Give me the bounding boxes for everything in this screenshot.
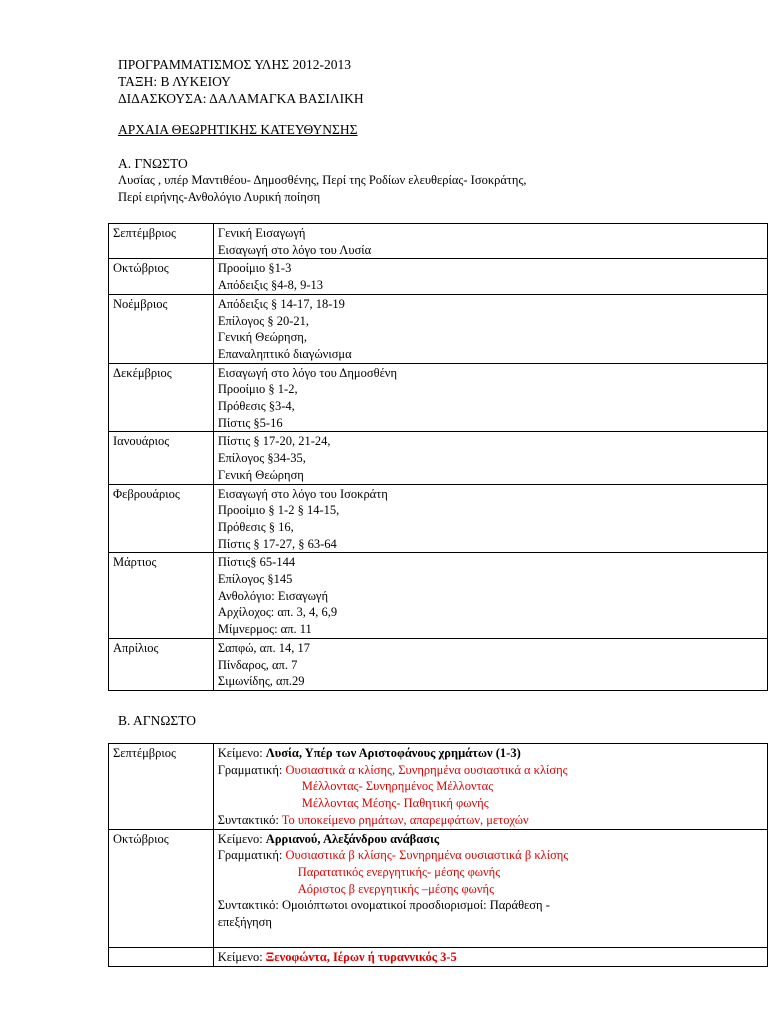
topic-line: Επίλογος §34-35, [217, 451, 306, 466]
table-row [109, 432, 768, 484]
month-cell: Μάρτιος [109, 553, 214, 639]
topic-line: Ανθολόγιο: Εισαγωγή [217, 588, 328, 603]
text-line [218, 745, 763, 762]
section-a-intro [118, 172, 527, 206]
content-cell [213, 553, 767, 639]
topic-line: Γενική Θεώρηση, [217, 330, 307, 345]
month-cell: Δεκέμβριος [109, 363, 214, 432]
topic-line: Πίστις§ 65-144 [217, 555, 296, 570]
grammar-topic: Παρατατικός ενεργητικής- μέσης φωνής [297, 864, 501, 879]
topic-line: Εισαγωγή στο λόγο του Δημοσθένη [217, 365, 398, 380]
text-line [218, 897, 763, 914]
topic-line: Εισαγωγή στο λόγο του Λυσία [217, 242, 372, 257]
topic-line: Απόδειξις §4-8, 9-13 [217, 278, 324, 293]
text-title: Ξενοφώντα, Ιέρων ή τυραννικός 3-5 [265, 950, 457, 965]
label: Κείμενο: [217, 831, 266, 846]
topic-line: Απόδειξις § 14-17, 18-19 [217, 296, 345, 311]
table-row [109, 294, 768, 363]
content-cell [213, 829, 767, 948]
table-row [109, 553, 768, 639]
content-cell [213, 484, 767, 553]
month-cell: Σεπτέμβριος [109, 224, 214, 259]
topic-line: Πίστις §5-16 [217, 415, 283, 430]
grammar-topic: Αόριστος β ενεργητικής –μέσης φωνής [297, 881, 495, 896]
table-row [109, 224, 768, 259]
schedule-table-unknown [108, 743, 768, 967]
label: Συντακτικό: [217, 812, 282, 827]
schedule-table-known [108, 223, 768, 691]
content-cell [213, 744, 767, 830]
topic-line: Επίλογος § 20-21, [217, 313, 309, 328]
intro-line: Περί ειρήνης-Ανθολόγιο Λυρική ποίηση [118, 190, 321, 204]
text-title: Λυσία, Υπέρ των Αριστοφάνους χρημάτων (1-3) [265, 746, 521, 760]
grammar-topic: Μέλλοντας Μέσης- Παθητική φωνής [301, 796, 489, 811]
topic-line: Πίνδαρος, απ. 7 [217, 657, 298, 672]
topic-line: Γενική Εισαγωγή [217, 226, 306, 240]
month-cell: Νοέμβριος [109, 294, 214, 363]
syntax-topic: Ομοιόπτωτοι ονοματικοί προσδιορισμοί: Παράθεση - [281, 898, 550, 913]
month-cell: Ιανουάριος [109, 432, 214, 484]
topic-line: Πρόθεσις §3-4, [217, 399, 295, 414]
blank-line [218, 931, 763, 948]
topic-line: Επίλογος §145 [217, 572, 293, 587]
topic-line: Πίστις § 17-20, 21-24, [217, 434, 331, 449]
intro-line: Λυσίας , υπέρ Μαντιθέου- Δημοσθένης, Περί της Ροδίων ελευθερίας- Ισοκράτης, [118, 173, 527, 187]
topic-line: Πίστις § 17-27, § 63-64 [217, 536, 337, 551]
month-cell [109, 948, 214, 967]
section-b-title: Β. ΑΓΝΩΣΤΟ [118, 713, 196, 728]
text-line [218, 812, 763, 829]
content-cell [213, 259, 767, 294]
label: Κείμενο: [217, 746, 266, 760]
topic-line: Γενική Θεώρηση [217, 467, 304, 482]
content-cell [213, 638, 767, 690]
text-line [218, 847, 763, 864]
table-row [109, 363, 768, 432]
label: Γραμματική: [217, 762, 286, 777]
table-row [109, 744, 768, 830]
table-row [109, 638, 768, 690]
month-cell: Σεπτέμβριος [109, 744, 214, 830]
header-class: ΤΑΞΗ: Β ΛΥΚΕΙΟΥ [118, 74, 231, 89]
syntax-topic: επεξήγηση [217, 915, 272, 930]
topic-line: Προοίμιο §1-3 [217, 261, 292, 276]
table-row [109, 259, 768, 294]
table-row [109, 829, 768, 948]
content-cell [213, 432, 767, 484]
header-title: ΠΡΟΓΡΑΜΜΑΤΙΣΜΟΣ ΥΛΗΣ 2012-2013 [118, 57, 352, 72]
content-cell [213, 948, 767, 967]
topic-line: Προοίμιο § 1-2 § 14-15, [217, 503, 340, 518]
topic-line: Πρόθεσις § 16, [217, 519, 294, 534]
month-cell: Οκτώβριος [109, 259, 214, 294]
text-line [218, 762, 763, 779]
content-cell [213, 294, 767, 363]
month-cell: Οκτώβριος [109, 829, 214, 948]
document-header [118, 56, 364, 107]
label: Κείμενο: [217, 950, 266, 965]
month-cell: Απρίλιος [109, 638, 214, 690]
topic-line: Μίμνερμος: απ. 11 [217, 622, 312, 637]
table-row [109, 948, 768, 967]
grammar-topic: Ουσιαστικά β κλίσης- Συνηρημένα ουσιαστικά β κλίσης [285, 848, 569, 863]
text-line [218, 949, 763, 966]
grammar-topic: Ουσιαστικά α κλίσης, Συνηρημένα ουσιαστικά α κλίσης [285, 762, 568, 777]
topic-line: Επαναληπτικό διαγώνισμα [217, 346, 352, 361]
label: Συντακτικό: [217, 898, 282, 913]
topic-line: Εισαγωγή στο λόγο του Ισοκράτη [217, 486, 388, 501]
table-row [109, 484, 768, 553]
label: Γραμματική: [217, 848, 286, 863]
grammar-topic: Μέλλοντας- Συνηρημένος Μέλλοντας [301, 779, 494, 794]
topic-line: Αρχίλοχος: απ. 3, 4, 6,9 [217, 605, 338, 620]
topic-line: Σιμωνίδης, απ.29 [217, 674, 305, 689]
header-teacher: ΔΙΔΑΣΚΟΥΣΑ: ΔΑΛΑΜΑΓΚΑ ΒΑΣΙΛΙΚΗ [118, 91, 364, 106]
text-title: Αρριανού, Αλεξάνδρου ανάβασις [265, 831, 440, 846]
subject-title: ΑΡΧΑΙΑ ΘΕΩΡΗΤΙΚΗΣ ΚΑΤΕΥΘΥΝΣΗΣ [118, 122, 358, 137]
topic-line: Προοίμιο § 1-2, [217, 382, 298, 397]
content-cell [213, 224, 767, 259]
text-line [218, 831, 763, 848]
section-a-title: Α. ΓΝΩΣΤΟ [118, 156, 188, 171]
month-cell: Φεβρουάριος [109, 484, 214, 553]
syntax-topic: Το υποκείμενο ρημάτων, απαρεμφάτων, μετοχών [281, 812, 529, 827]
content-cell [213, 363, 767, 432]
topic-line: Σαπφώ, απ. 14, 17 [217, 640, 311, 655]
